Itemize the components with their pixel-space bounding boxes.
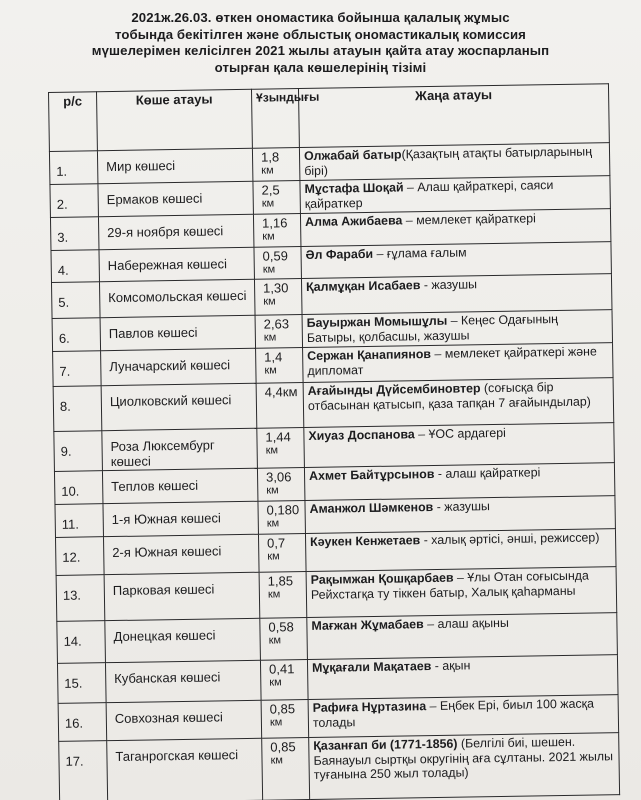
- new-name-person: Сержан Қанапиянов: [307, 347, 432, 363]
- length-unit: км: [265, 444, 279, 457]
- new-name: [299, 143, 609, 181]
- length-unit: км: [266, 517, 280, 530]
- street-name: Парковая көшесі: [104, 572, 260, 620]
- new-name-description: - алаш қайраткері: [434, 465, 541, 481]
- streets-table: [48, 83, 620, 800]
- new-name: [301, 242, 611, 279]
- new-name: [307, 613, 618, 660]
- new-name-description: - жазушы: [420, 277, 478, 293]
- length-value: 2,63: [263, 316, 290, 332]
- new-name-description: – мемлекет қайраткері және дипломат: [307, 344, 597, 378]
- row-number: 5.: [51, 282, 100, 319]
- length-unit: км: [267, 588, 281, 601]
- row-number: 9.: [54, 431, 103, 472]
- street-length: [257, 428, 305, 469]
- new-name-person: Бауыржан Момышұлы: [306, 313, 448, 330]
- length-unit: км: [269, 676, 282, 689]
- street-name: Роза Люксембург көшесі: [102, 428, 258, 470]
- table-body: [49, 143, 619, 800]
- new-name: [302, 310, 612, 348]
- length-unit: км: [263, 295, 276, 308]
- length-value: 0,180: [266, 502, 300, 518]
- new-name-description: – Алаш қайраткері, саяси қайраткер: [304, 178, 554, 211]
- new-name: [304, 423, 615, 468]
- new-name: [308, 695, 619, 738]
- new-name: [303, 343, 614, 383]
- length-value: 0,59: [262, 248, 289, 264]
- new-name-description: – ҰОС ардагері: [414, 425, 506, 442]
- length-value: 1,44: [265, 429, 291, 445]
- new-name-person: Ағайынды Дүйсембиновтер: [307, 381, 481, 398]
- row-number: 12.: [55, 537, 104, 576]
- new-name: [301, 274, 612, 315]
- new-name: [309, 733, 620, 800]
- length-unit: км: [268, 634, 282, 647]
- new-name-person: Қалмұқан Исабаев: [305, 278, 421, 294]
- length-value: 0,85: [269, 701, 296, 717]
- new-name-person: Рақымжан Қошқарбаев: [310, 570, 454, 587]
- street-length: [254, 247, 301, 280]
- street-length: [254, 279, 302, 316]
- table-row: [59, 733, 620, 800]
- street-name: Комсомольская көшесі: [99, 279, 255, 317]
- row-number: 1.: [49, 151, 98, 185]
- street-length: [256, 383, 304, 429]
- length-value: 1,16: [261, 215, 288, 231]
- length-value: 0,58: [268, 619, 294, 635]
- street-length: [257, 468, 305, 502]
- new-name-description: – алаш ақыны: [423, 615, 509, 632]
- header-newname: Жаңа атауы: [298, 84, 609, 148]
- length-unit: км: [266, 484, 279, 497]
- street-length: [253, 181, 301, 215]
- street-name: Набережная көшесі: [99, 247, 254, 281]
- length-value: 4,4км: [264, 384, 298, 400]
- new-name-person: Қазанғап би (1771-1856): [313, 736, 458, 753]
- new-name-person: Мұстафа Шоқай: [304, 180, 404, 196]
- new-name-person: Мағжан Жұмабаев: [311, 617, 424, 633]
- title-line: тобында бекітілген және облыстық ономастикалық комиссия: [115, 26, 526, 42]
- length-value: 3,06: [265, 469, 292, 485]
- row-number: 17.: [59, 741, 108, 800]
- length-value: 1,30: [262, 280, 289, 296]
- length-unit: км: [270, 754, 283, 767]
- new-name-person: Мұқағали Мақатаев: [311, 659, 432, 675]
- street-name: Совхозная көшесі: [106, 700, 262, 740]
- new-name: [305, 529, 616, 572]
- new-name-person: Олжабай батыр: [303, 147, 402, 163]
- new-name: [304, 463, 614, 501]
- street-name: Таганрогская көшесі: [107, 738, 263, 800]
- length-unit: км: [263, 331, 277, 344]
- new-name: [303, 378, 614, 428]
- new-name-person: Кәукен Кенжетаев: [309, 533, 421, 549]
- street-name: 2-я Южная көшесі: [103, 534, 259, 574]
- row-number: 16.: [58, 703, 107, 742]
- row-number: 11.: [55, 504, 104, 538]
- street-length: [260, 618, 308, 661]
- length-value: 0,41: [268, 661, 295, 677]
- table-header-row: [49, 84, 610, 152]
- length-unit: км: [264, 364, 277, 377]
- street-name: Теплов көшесі: [102, 468, 257, 503]
- street-length: [258, 534, 306, 573]
- length-value: 0,85: [270, 739, 296, 755]
- new-name-person: Алма Ажибаева: [304, 213, 403, 229]
- row-number: 8.: [53, 386, 102, 432]
- street-name: Циолковский көшесі: [101, 383, 257, 430]
- new-name-description: (Белгілі биі, шешен. Баянауыл сыртқы округінің аға сұлтаны. 2021 жылы туғанына 250 жыл толады): [313, 734, 614, 782]
- header-length: Ұзындығы: [251, 89, 299, 149]
- length-unit: км: [261, 164, 274, 177]
- new-name: [305, 496, 615, 534]
- header-street: Көше атауы: [97, 89, 253, 150]
- street-length: [253, 214, 301, 248]
- new-name-person: Әл Фараби: [305, 246, 374, 262]
- street-name: Ермаков көшесі: [98, 181, 253, 216]
- street-length: [260, 659, 308, 700]
- street-length: [259, 572, 307, 619]
- street-name: Донецкая көшесі: [105, 618, 261, 662]
- row-number: 15.: [57, 663, 106, 704]
- row-number: 10.: [54, 471, 103, 505]
- new-name-description: - жазушы: [433, 499, 490, 514]
- new-name-description: - халық әртісі, әнші, режиссер): [420, 530, 600, 548]
- new-name-person: Аманжол Шәмкенов: [309, 500, 434, 516]
- street-length: [252, 148, 300, 182]
- street-name: Луначарский көшесі: [101, 348, 257, 385]
- street-length: [258, 501, 306, 535]
- new-name-person: Ахмет Байтұрсынов: [308, 466, 435, 483]
- row-number: 6.: [52, 318, 101, 352]
- new-name: [307, 655, 618, 700]
- new-name-description: – Еңбек Ері, биыл 100 жасқа толады: [312, 696, 595, 730]
- length-value: 2,5: [261, 182, 280, 198]
- length-value: 1,85: [267, 573, 294, 589]
- length-unit: км: [269, 716, 283, 729]
- street-name: Мир көшесі: [97, 148, 252, 183]
- length-unit: км: [261, 197, 275, 210]
- street-name: Павлов көшесі: [100, 315, 255, 350]
- street-length: [256, 348, 304, 384]
- new-name-description: (Қазақтың атақты батырларының бірі): [304, 144, 593, 178]
- new-name-description: – мемлекет қайраткері: [402, 211, 536, 228]
- new-name-description: (соғысқа бір отбасынан қатысып, қаза тапқан 7 ағайындылар): [307, 380, 591, 413]
- street-length: [262, 737, 310, 800]
- row-number: 2.: [50, 184, 99, 218]
- new-name-description: – Ұлы Отан соғысында Рейхстагқа ту тіккен батыр, Халық қаһарманы: [310, 568, 589, 602]
- new-name-description: - ақын: [431, 658, 471, 674]
- length-unit: км: [262, 230, 275, 243]
- length-value: 1,4: [264, 349, 283, 365]
- title-line: мүшелерімен келісілген 2021 жылы атауын қайта атау жоспарланып: [91, 43, 550, 58]
- row-number: 7.: [53, 351, 102, 387]
- row-number: 4.: [51, 250, 99, 283]
- new-name-description: – Кеңес Одағының Батыры, қолбасшы, жазушы: [306, 312, 559, 345]
- new-name-person: Хиуаз Доспанова: [308, 427, 415, 443]
- street-length: [261, 699, 309, 738]
- length-unit: км: [267, 550, 280, 563]
- street-name: 29-я ноября көшесі: [98, 214, 253, 249]
- header-num: р/с: [49, 92, 98, 152]
- document-title: [0, 0, 641, 76]
- street-length: [255, 315, 303, 349]
- new-name: [306, 567, 617, 618]
- new-name-person: Рафиға Нұртазина: [312, 699, 427, 715]
- street-name: 1-я Южная көшесі: [103, 501, 258, 536]
- title-line: отырған қала көшелерінің тізімі: [214, 59, 427, 75]
- length-unit: км: [262, 263, 276, 276]
- row-number: 14.: [57, 621, 106, 664]
- length-value: 1,8: [260, 149, 280, 165]
- row-number: 3.: [50, 217, 99, 251]
- new-name: [300, 176, 610, 214]
- street-name: Кубанская көшесі: [105, 660, 261, 702]
- title-line: 2021ж.26.03. өткен ономастика бойынша қалалық жұмыс: [131, 10, 510, 25]
- new-name: [300, 209, 610, 247]
- new-name-description: – ғұлама ғалым: [372, 245, 467, 261]
- length-value: 0,7: [266, 535, 286, 551]
- row-number: 13.: [56, 575, 105, 622]
